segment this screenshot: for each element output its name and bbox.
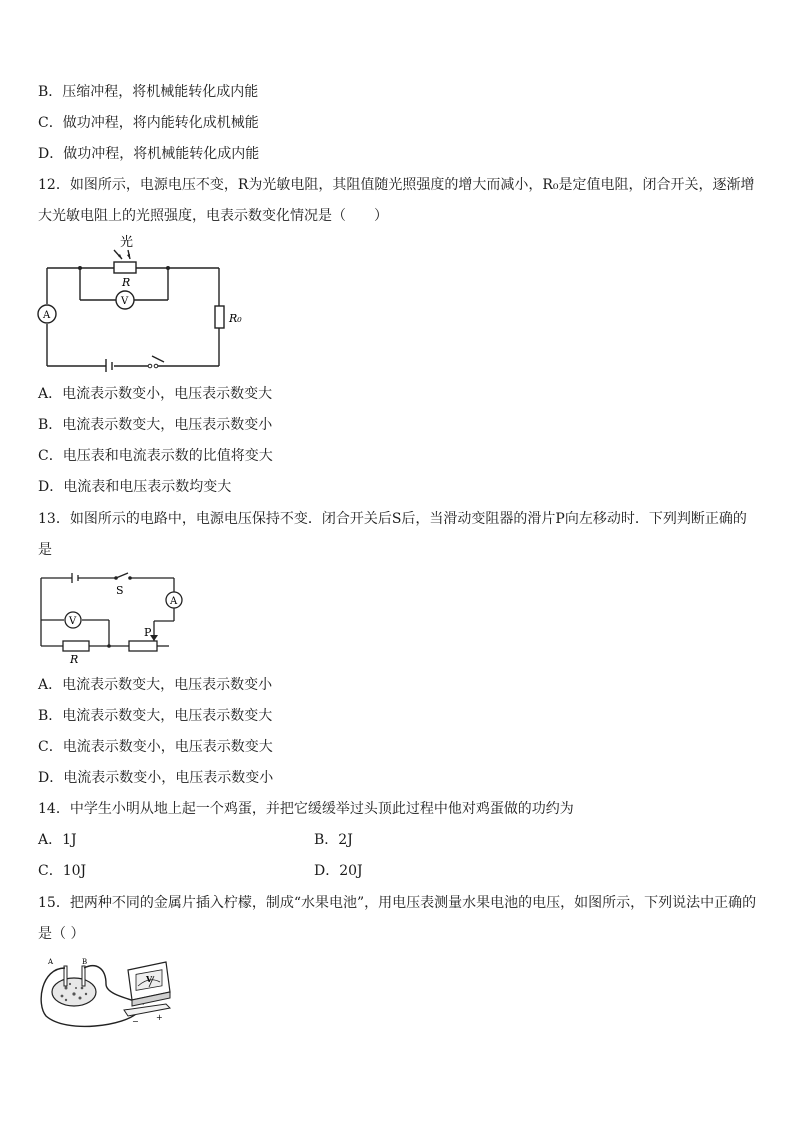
q15-electrode-b-label: B <box>82 958 88 966</box>
q14-option-b: B．2J <box>314 832 353 848</box>
q13-option-d: D．电流表示数变小，电压表示数变小 <box>38 770 274 786</box>
q15-fruit-battery-figure <box>36 954 176 1030</box>
q12-option-b: B．电流表示数变大，电压表示数变小 <box>38 417 273 433</box>
q15-electrode-a-label: A <box>48 958 54 966</box>
q12-light-label: 光 <box>120 235 134 250</box>
q13-circuit-diagram <box>34 568 194 668</box>
q14-option-a: A．1J <box>38 832 77 848</box>
q12-option-d: D．电流表和电压表示数均变大 <box>38 479 232 495</box>
q15-minus-label: − <box>132 1017 139 1026</box>
q14-option-c: C．10J <box>38 863 87 879</box>
q12-ammeter-label: A <box>43 310 51 321</box>
q11-option-c: C．做功冲程，将内能转化成机械能 <box>38 115 259 131</box>
q12-voltmeter-label: V <box>121 296 129 307</box>
q12-option-a: A．电流表示数变小，电压表示数变大 <box>38 386 273 402</box>
q15-meter-label: V <box>146 974 153 984</box>
q12-circuit-diagram <box>34 232 244 372</box>
q14-stem: 14．中学生小明从地上起一个鸡蛋，并把它缓缓举过头顶此过程中他对鸡蛋做的功约为 <box>38 801 574 817</box>
q13-slider-label: P <box>144 626 152 639</box>
q13-r-label: R <box>70 653 79 666</box>
q13-voltmeter-label: V <box>69 616 77 627</box>
q13-option-b: B．电流表示数变大，电压表示数变大 <box>38 708 273 724</box>
q14-option-d: D．20J <box>314 863 363 879</box>
q12-option-c: C．电压表和电流表示数的比值将变大 <box>38 448 273 464</box>
q13-switch-label: S <box>116 584 124 597</box>
q12-stem-line1: 12．如图所示，电源电压不变，R为光敏电阻，其阻值随光照强度的增大而减小，R₀是定值电阻，闭合开关，逐渐增 <box>38 177 755 193</box>
q11-option-b: B．压缩冲程，将机械能转化成内能 <box>38 84 259 100</box>
q12-stem-line2: 大光敏电阻上的光照强度，电表示数变化情况是（ ） <box>38 208 388 224</box>
q13-ammeter-label: A <box>170 596 178 607</box>
q13-stem-line2: 是 <box>38 542 52 558</box>
q11-option-d: D．做功冲程，将机械能转化成内能 <box>38 146 260 162</box>
q15-plus-label: + <box>156 1013 163 1022</box>
q15-stem-line1: 15．把两种不同的金属片插入柠檬，制成“水果电池”，用电压表测量水果电池的电压，如图所示，下列说法中正确的 <box>38 895 757 911</box>
q13-option-c: C．电流表示数变小，电压表示数变大 <box>38 739 273 755</box>
q13-option-a: A．电流表示数变大，电压表示数变小 <box>38 677 273 693</box>
q15-stem-line2: 是（ ） <box>38 926 85 942</box>
q13-stem-line1: 13．如图所示的电路中，电源电压保持不变．闭合开关后S后，当滑动变阻器的滑片P向左移动时．下列判断正确的 <box>38 511 747 527</box>
q12-r0-label: R₀ <box>229 312 242 325</box>
q12-r-label: R <box>122 276 131 289</box>
